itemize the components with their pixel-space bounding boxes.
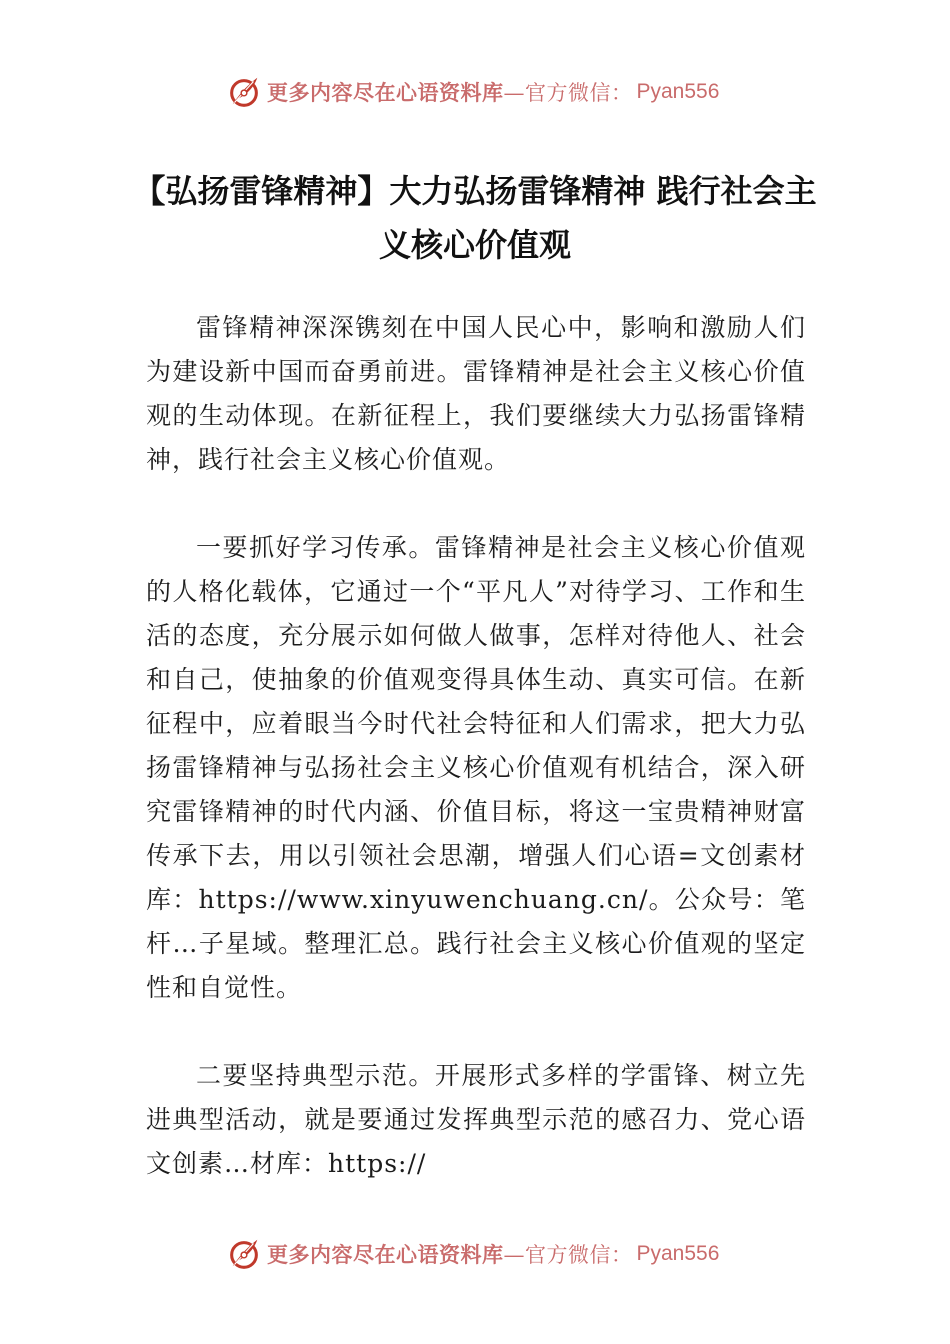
banner-contact-label: —官方微信： (503, 81, 633, 105)
banner-contact-label: —官方微信： (503, 1243, 633, 1267)
feather-pen-logo-icon (225, 73, 263, 111)
paragraph-point-two: 二要坚持典型示范。开展形式多样的学雷锋、树立先进典型活动，就是要通过发挥典型示范的感召力、党心语文创素…材库：https:// (146, 1061, 806, 1178)
footer-banner (225, 1232, 719, 1276)
header-banner (225, 70, 719, 114)
feather-pen-logo-icon (225, 1235, 263, 1273)
banner-brand-text: 更多内容尽在心语资料库 (267, 80, 504, 105)
document-body (146, 306, 806, 1186)
document-title: 【弘扬雷锋精神】大力弘扬雷锋精神 践行社会主义核心价值观 (133, 172, 817, 264)
paragraph-point-one: 一要抓好学习传承。雷锋精神是社会主义核心价值观的人格化载体，它通过一个“平凡人”对待学习、工作和生活的态度，充分展示如何做人做事，怎样对待他人、社会和自己，使抽象的价值观变得具体生动、真实可信。在新征程中，应着眼当今时代社会特征和人们需求，把大力弘扬雷锋精神与弘扬社会主义核心价值观有机结合，深入研究雷锋精神的时代内涵、价值目标，将这一宝贵精神财富传承下去，用以引领社会思潮，增强人们心语=文创素材库：https://www.xinyuwenchuang.cn/。公众号：笔杆…子星域。整理汇总。践行社会主义核心价值观的坚定性和自觉性。 (146, 533, 806, 1002)
paragraph-intro: 雷锋精神深深镌刻在中国人民心中，影响和激励人们为建设新中国而奋勇前进。雷锋精神是社会主义核心价值观的生动体现。在新征程上，我们要继续大力弘扬雷锋精神，践行社会主义核心价值观。 (146, 313, 806, 474)
banner-wechat-id: Pyan556 (636, 1242, 720, 1265)
banner-brand-text: 更多内容尽在心语资料库 (267, 1242, 504, 1267)
banner-wechat-id: Pyan556 (636, 80, 720, 103)
